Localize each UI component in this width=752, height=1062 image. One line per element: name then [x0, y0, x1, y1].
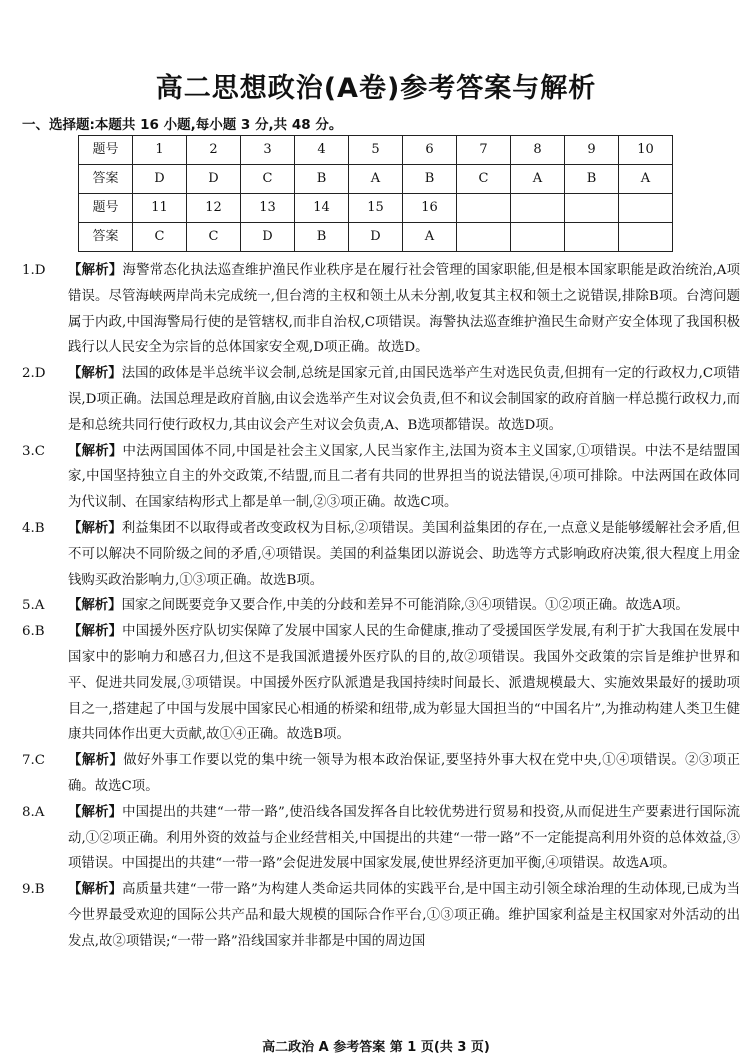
answer-letter: C — [34, 443, 46, 459]
table-cell: 12 — [187, 194, 241, 223]
question-explanations — [22, 258, 740, 955]
question-index: 2. — [22, 366, 35, 382]
table-cell: B — [295, 223, 349, 252]
answer-letter: A — [34, 804, 45, 820]
table-row — [79, 165, 673, 194]
analysis-tag: 【解析】 — [68, 881, 123, 898]
table-cell — [511, 194, 565, 223]
explanation-text — [68, 361, 740, 438]
list-item — [22, 748, 740, 800]
question-index: 4. — [22, 520, 35, 536]
question-number — [22, 619, 68, 748]
question-number — [22, 361, 68, 438]
table-cell — [511, 223, 565, 252]
table-cell: 9 — [565, 136, 619, 165]
question-index: 7. — [22, 753, 35, 769]
table-cell: 3 — [241, 136, 295, 165]
table-cell: 8 — [511, 136, 565, 165]
table-cell: B — [403, 165, 457, 194]
answer-letter: B — [34, 520, 45, 536]
analysis-tag: 【解析】 — [68, 597, 122, 614]
page-title: 高二思想政治(A卷)参考答案与解析 — [155, 73, 597, 104]
table-cell: 4 — [295, 136, 349, 165]
analysis-tag: 【解析】 — [68, 262, 123, 278]
table-row — [79, 194, 673, 223]
table-cell: 7 — [457, 136, 511, 165]
table-cell: A — [349, 165, 403, 194]
question-number — [22, 439, 68, 516]
row-header-cell: 答案 — [79, 223, 133, 252]
question-index: 6. — [22, 624, 35, 640]
table-cell: D — [241, 223, 295, 252]
list-item — [22, 800, 740, 877]
table-cell: 16 — [403, 194, 457, 223]
analysis-content: 国家之间既要竞争又要合作,中美的分歧和差异不可能消除,③④项错误。①②项正确。故选A项。 — [121, 598, 689, 614]
table-cell: B — [295, 165, 349, 194]
table-cell — [619, 194, 673, 223]
question-number — [22, 800, 68, 877]
answer-letter: C — [34, 753, 46, 769]
row-header-cell: 题号 — [79, 194, 133, 223]
analysis-tag: 【解析】 — [68, 752, 124, 769]
table-cell: C — [187, 223, 241, 252]
table-cell: B — [565, 165, 619, 194]
question-number — [22, 877, 68, 954]
explanation-text — [68, 748, 740, 800]
analysis-tag: 【解析】 — [68, 365, 122, 382]
answer-letter: A — [34, 598, 45, 614]
analysis-tag: 【解析】 — [68, 623, 123, 640]
table-row — [79, 136, 673, 165]
question-index: 1. — [22, 263, 35, 278]
table-cell: A — [619, 165, 673, 194]
analysis-content: 利益集团不以取得或者改变政权为目标,②项错误。美国利益集团的存在,一点意义是能够缓解社会矛盾,但不可以解决不同阶级之间的矛盾,④项错误。美国的利益集团以游说会、助选等方式影响政府决策,很大程度上用金钱购买政治影响力,①③项正确。故选B项。 — [68, 520, 740, 588]
table-cell: D — [133, 165, 187, 194]
table-cell: 11 — [133, 194, 187, 223]
analysis-content: 做好外事工作要以党的集中统一领导为根本政治保证,要坚持外事大权在党中央,①④项错误。②③项正确。故选C项。 — [68, 753, 741, 794]
table-cell: D — [349, 223, 403, 252]
list-item — [22, 439, 740, 516]
table-cell: D — [187, 165, 241, 194]
table-row — [79, 223, 673, 252]
table-cell: 2 — [187, 136, 241, 165]
answer-letter: D — [34, 366, 46, 382]
question-number — [22, 593, 68, 619]
explanation-text — [68, 800, 740, 877]
question-number — [22, 748, 68, 800]
table-cell: 14 — [295, 194, 349, 223]
analysis-tag: 【解析】 — [68, 803, 123, 820]
analysis-content: 中国援外医疗队切实保障了发展中国家人民的生命健康,推动了受援国医学发展,有利于扩大我国在发展中国家中的影响力和感召力,但这不是我国派遣援外医疗队的目的,故②项错误。我国外交政策的宗旨是维护世界和平、促进共同发展,③项错误。中国援外医疗队派遣是我国持续时间最长、派遣规模最大、实施效果最好的援助项目之一,搭建起了中国与发展中国家民心相通的桥梁和纽带,成为彰显大国担当的“中国名片”,为推动构建人类卫生健康共同体作出更大贡献,故①④正确。故选B项。 — [68, 624, 741, 743]
list-item — [22, 258, 740, 361]
list-item — [22, 516, 740, 593]
explanation-text — [68, 516, 740, 593]
answer-table — [78, 135, 673, 252]
table-cell — [457, 194, 511, 223]
table-cell: C — [241, 165, 295, 194]
explanation-text — [68, 619, 740, 748]
analysis-content: 高质量共建“一带一路”为构建人类命运共同体的实践平台,是中国主动引领全球治理的生动体现,已成为当今世界最受欢迎的国际公共产品和最大规模的国际合作平台,①③项正确。维护国家利益是主权国家对外活动的出发点,故②项错误;“一带一路”沿线国家并非都是中国的周边国 — [68, 882, 741, 949]
table-cell: 10 — [619, 136, 673, 165]
list-item — [22, 361, 740, 438]
list-item — [22, 877, 740, 954]
explanation-text — [68, 593, 740, 619]
analysis-content: 海警常态化执法巡查维护渔民作业秩序是在履行社会管理的国家职能,但是根本国家职能是政治统治,A项错误。尽管海峡两岸尚未完成统一,但台湾的主权和领土从未分割,收复其主权和领土之说错误,排除B项。台湾问题属于内政,中国海警局行使的是管辖权,而非自治权,C项错误。海警执法巡查维护渔民生命财产安全体现了我国积极践行以人民安全为宗旨的总体国家安全观,D项正确。故选D。 — [68, 263, 740, 356]
table-cell: 5 — [349, 136, 403, 165]
analysis-tag: 【解析】 — [68, 519, 122, 536]
list-item — [22, 619, 740, 748]
explanation-text — [68, 877, 740, 954]
page-footer: 高二政治 A 参考答案 第 1 页(共 3 页) — [262, 1040, 490, 1055]
table-cell: 13 — [241, 194, 295, 223]
table-cell: 1 — [133, 136, 187, 165]
table-cell — [565, 194, 619, 223]
question-index: 3. — [22, 443, 35, 459]
question-index: 9. — [22, 882, 35, 898]
answer-letter: B — [34, 882, 45, 898]
table-cell: A — [511, 165, 565, 194]
table-cell — [619, 223, 673, 252]
table-cell: A — [403, 223, 457, 252]
answer-letter: B — [34, 624, 45, 640]
question-index: 8. — [22, 804, 35, 820]
table-cell: 6 — [403, 136, 457, 165]
section-heading: 一、选择题:本题共 16 小题,每小题 3 分,共 48 分。 — [22, 117, 343, 133]
table-cell: C — [457, 165, 511, 194]
question-number — [22, 258, 68, 361]
table-cell — [565, 223, 619, 252]
explanation-text — [68, 439, 740, 516]
explanation-text — [68, 258, 740, 361]
analysis-content: 中法两国国体不同,中国是社会主义国家,人民当家作主,法国为资本主义国家,①项错误。中法不是结盟国家,中国坚持独立自主的外交政策,不结盟,而且二者有共同的世界担当的说法错误,④项可排除。中法两国在政体同为代议制、在国家结构形式上都是单一制,②③项正确。故选C项。 — [68, 443, 741, 511]
question-number — [22, 516, 68, 593]
answer-letter: D — [34, 263, 46, 278]
row-header-cell: 答案 — [79, 165, 133, 194]
list-item — [22, 593, 740, 619]
table-cell: 15 — [349, 194, 403, 223]
analysis-content: 中国提出的共建“一带一路”,使沿线各国发挥各自比较优势进行贸易和投资,从而促进生产要素进行国际流动,①②项正确。利用外资的效益与企业经营相关,中国提出的共建“一带一路”不一定能提高利用外资的总体效益,③项错误。中国提出的共建“一带一路”会促进发展中国家发展,使世界经济更加平衡,④项错误。故选A项。 — [68, 804, 741, 872]
row-header-cell: 题号 — [79, 136, 133, 165]
table-cell: C — [133, 223, 187, 252]
table-cell — [457, 223, 511, 252]
question-index: 5. — [22, 598, 35, 614]
analysis-tag: 【解析】 — [68, 442, 123, 459]
analysis-content: 法国的政体是半总统半议会制,总统是国家元首,由国民选举产生对选民负责,但拥有一定的行政权力,C项错误,D项正确。法国总理是政府首脑,由议会选举产生对议会负责,但不和议会制国家的政府首脑一样总揽行政权力,而是和总统共同行使行政权力,其由议会产生对议会负责,A、B选项都错误。故选D项。 — [68, 366, 740, 433]
